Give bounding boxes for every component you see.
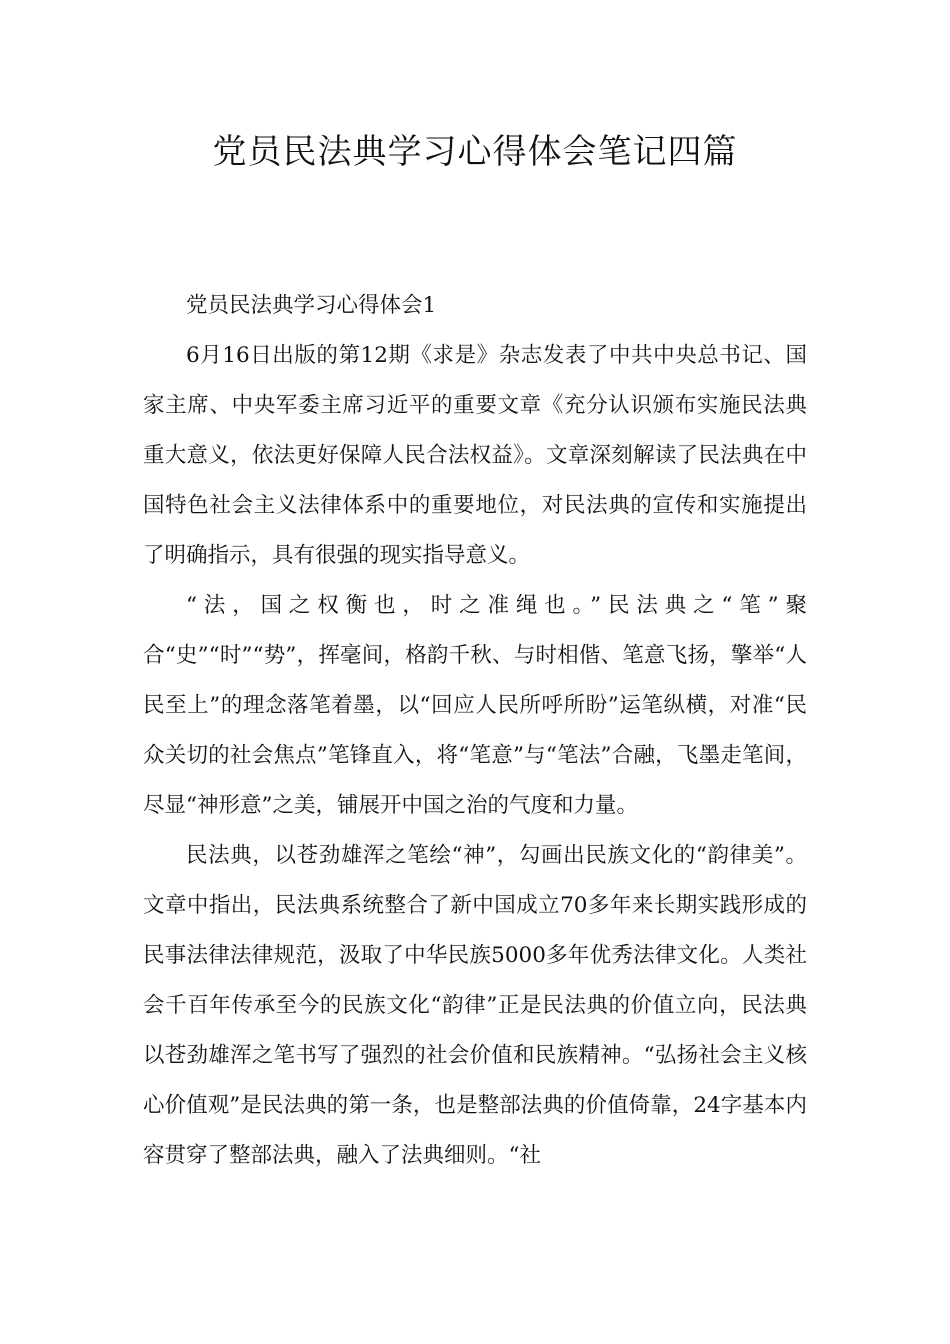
paragraph-2: “法，国之权衡也，时之准绳也。”民法典之“笔”聚合“史”“时”“势”，挥毫间，格韵千秋、与时相偕、笔意飞扬，擎举“人民至上”的理念落笔着墨，以“回应人民所呼所盼”运笔纵横，对准“民众关切的社会焦点”笔锋直入，将“笔意”与“笔法”合融，飞墨走笔间，尽显“神形意”之美，铺展开中国之治的气度和力量。 [143,593,807,818]
paragraph-1: 6月16日出版的第12期《求是》杂志发表了中共中央总书记、国家主席、中央军委主席习近平的重要文章《充分认识颁布实施民法典重大意义，依法更好保障人民合法权益》。文章深刻解读了民法典在中国特色社会主义法律体系中的重要地位，对民法典的宣传和实施提出了明确指示，具有很强的现实指导意义。 [143,343,807,568]
paragraph-3: 民法典，以苍劲雄浑之笔绘“神”，勾画出民族文化的“韵律美”。文章中指出，民法典系统整合了新中国成立70多年来长期实践形成的民事法律法律规范，汲取了中华民族5000多年优秀法律文化。人类社会千百年传承至今的民族文化“韵律”正是民法典的价值立向，民法典以苍劲雄浑之笔书写了强烈的社会价值和民族精神。“弘扬社会主义核心价值观”是民法典的第一条，也是整部法典的价值倚靠，24字基本内容贯穿了整部法典，融入了法典细则。“社 [143,843,807,1168]
section-heading: 党员民法典学习心得体会1 [186,293,437,318]
document-body [143,281,807,1181]
document-title: 党员民法典学习心得体会笔记四篇 [212,132,738,172]
